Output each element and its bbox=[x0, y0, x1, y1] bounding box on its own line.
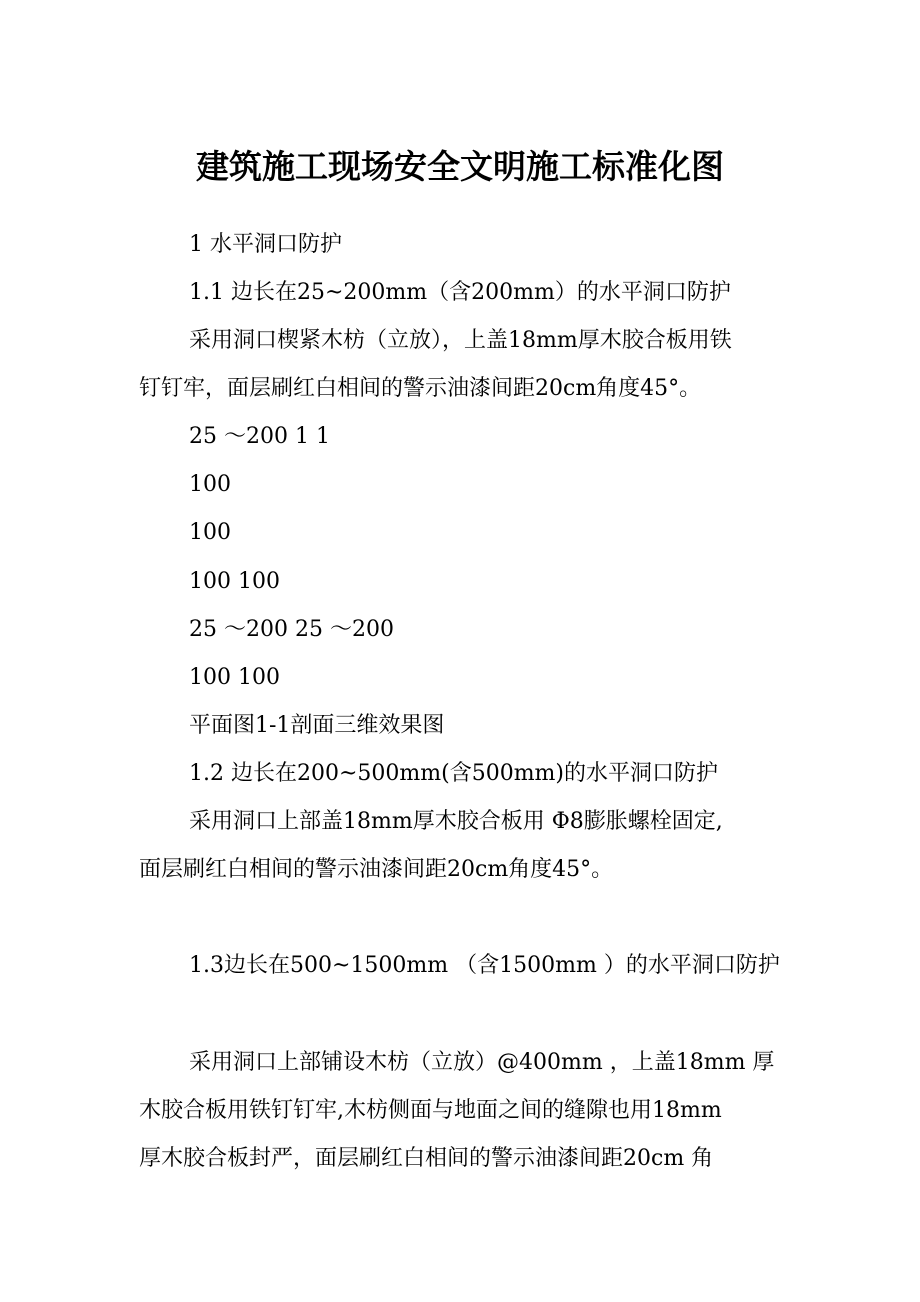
paragraph-line: 采用洞口上部盖18mm厚木胶合板用 Φ8膨胀螺栓固定, bbox=[189, 809, 723, 834]
paragraph-line: 采用洞口楔紧木枋（立放），上盖18mm厚木胶合板用铁 bbox=[189, 328, 732, 353]
paragraph-line: 面层刷红白相间的警示油漆间距20cm角度45°。 bbox=[139, 857, 614, 882]
subsection-heading-1-3: 1.3边长在500~1500mm （含1500mm ）的水平洞口防护 bbox=[189, 953, 780, 978]
figure-dimension-line: 25 ～200 1 1 bbox=[189, 424, 330, 449]
paragraph-line: 厚木胶合板封严，面层刷红白相间的警示油漆间距20cm 角 bbox=[139, 1146, 714, 1171]
paragraph-line: 采用洞口上部铺设木枋（立放）@400mm ，上盖18mm 厚 bbox=[189, 1050, 775, 1075]
section-heading-1: 1 水平洞口防护 bbox=[189, 232, 342, 257]
figure-dimension-line: 100 100 bbox=[189, 569, 280, 594]
figure-caption: 平面图1-1剖面三维效果图 bbox=[189, 713, 445, 738]
figure-dimension-line: 100 bbox=[189, 520, 231, 545]
figure-dimension-line: 25 ～200 25 ～200 bbox=[189, 617, 394, 642]
document-title: 建筑施工现场安全文明施工标准化图 bbox=[196, 147, 724, 186]
figure-dimension-line: 100 100 bbox=[189, 665, 280, 690]
paragraph-line: 木胶合板用铁钉钉牢,木枋侧面与地面之间的缝隙也用18mm bbox=[139, 1098, 722, 1123]
paragraph-line: 钉钉牢，面层刷红白相间的警示油漆间距20cm角度45°。 bbox=[139, 376, 702, 401]
subsection-heading-1-1: 1.1 边长在25~200mm（含200mm）的水平洞口防护 bbox=[189, 280, 731, 305]
figure-dimension-line: 100 bbox=[189, 472, 231, 497]
subsection-heading-1-2: 1.2 边长在200~500mm(含500mm)的水平洞口防护 bbox=[189, 761, 718, 786]
